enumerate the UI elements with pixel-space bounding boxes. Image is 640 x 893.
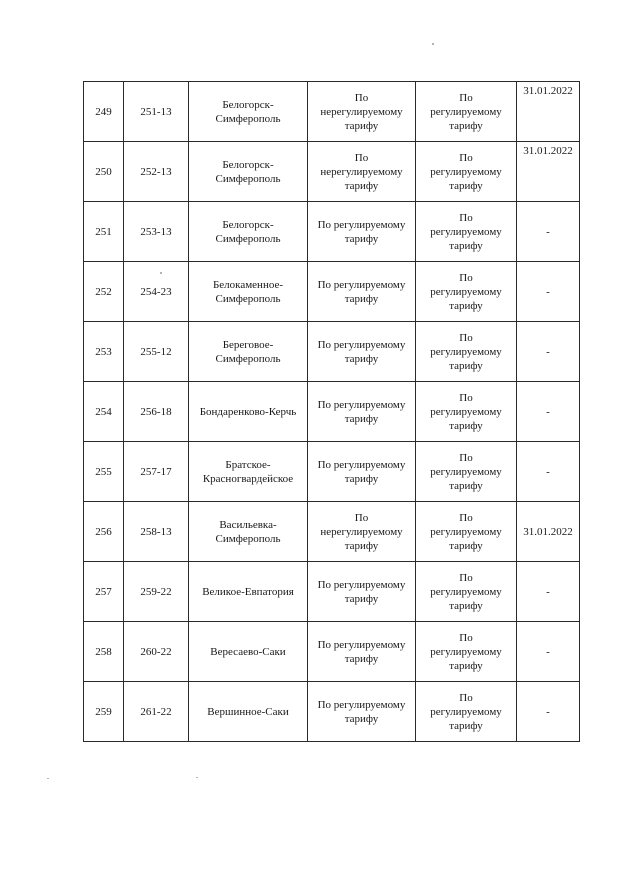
- routes-table-body: [84, 82, 580, 742]
- scan-speck: [47, 778, 49, 779]
- route-name-cell: Вершинное-Саки: [189, 682, 308, 742]
- date-cell: -: [517, 682, 580, 742]
- route-code-cell: 257-17: [124, 442, 189, 502]
- tariff-type-cell: По нерегулируемому тарифу: [308, 502, 416, 562]
- route-name-cell: Васильевка- Симферополь: [189, 502, 308, 562]
- route-code-cell: 251-13: [124, 82, 189, 142]
- tariff-application-cell: По регулируемому тарифу: [416, 142, 517, 202]
- tariff-application-cell: По регулируемому тарифу: [416, 262, 517, 322]
- tariff-type-cell: По регулируемому тарифу: [308, 382, 416, 442]
- route-name-cell: Братское- Красногвардейское: [189, 442, 308, 502]
- route-code-cell: 260-22: [124, 622, 189, 682]
- table-row: [84, 502, 580, 562]
- row-number-cell: 250: [84, 142, 124, 202]
- route-code-cell: 258-13: [124, 502, 189, 562]
- scan-speck: [196, 777, 198, 778]
- tariff-type-cell: По регулируемому тарифу: [308, 262, 416, 322]
- route-code-cell: 255-12: [124, 322, 189, 382]
- route-code-cell: 254-23: [124, 262, 189, 322]
- tariff-application-cell: По регулируемому тарифу: [416, 382, 517, 442]
- row-number-cell: 259: [84, 682, 124, 742]
- date-cell: 31.01.2022: [517, 82, 580, 142]
- tariff-type-cell: По регулируемому тарифу: [308, 202, 416, 262]
- table-row: [84, 322, 580, 382]
- row-number-cell: 257: [84, 562, 124, 622]
- row-number-cell: 255: [84, 442, 124, 502]
- row-number-cell: 249: [84, 82, 124, 142]
- table-row: [84, 622, 580, 682]
- tariff-type-cell: По нерегулируемому тарифу: [308, 142, 416, 202]
- table-row: [84, 82, 580, 142]
- row-number-cell: 253: [84, 322, 124, 382]
- route-name-cell: Белокаменное- Симферополь: [189, 262, 308, 322]
- tariff-application-cell: По регулируемому тарифу: [416, 82, 517, 142]
- date-cell: -: [517, 202, 580, 262]
- date-cell: 31.01.2022: [517, 142, 580, 202]
- date-cell: -: [517, 622, 580, 682]
- route-name-cell: Белогорск- Симферополь: [189, 202, 308, 262]
- tariff-application-cell: По регулируемому тарифу: [416, 682, 517, 742]
- route-code-cell: 253-13: [124, 202, 189, 262]
- scan-speck: [432, 43, 434, 45]
- table-row: [84, 442, 580, 502]
- route-name-cell: Вересаево-Саки: [189, 622, 308, 682]
- tariff-application-cell: По регулируемому тарифу: [416, 202, 517, 262]
- route-name-cell: Белогорск- Симферополь: [189, 82, 308, 142]
- route-code-cell: 252-13: [124, 142, 189, 202]
- route-name-cell: Великое-Евпатория: [189, 562, 308, 622]
- tariff-type-cell: По регулируемому тарифу: [308, 442, 416, 502]
- date-cell: -: [517, 442, 580, 502]
- table-row: [84, 562, 580, 622]
- date-cell: -: [517, 382, 580, 442]
- tariff-type-cell: По регулируемому тарифу: [308, 682, 416, 742]
- tariff-type-cell: По регулируемому тарифу: [308, 622, 416, 682]
- row-number-cell: 252: [84, 262, 124, 322]
- routes-table: [83, 81, 580, 742]
- route-code-cell: 256-18: [124, 382, 189, 442]
- route-name-cell: Белогорск- Симферополь: [189, 142, 308, 202]
- table-row: [84, 382, 580, 442]
- table-row: [84, 142, 580, 202]
- tariff-type-cell: По нерегулируемому тарифу: [308, 82, 416, 142]
- row-number-cell: 258: [84, 622, 124, 682]
- table-row: [84, 262, 580, 322]
- row-number-cell: 251: [84, 202, 124, 262]
- table-row: [84, 682, 580, 742]
- route-code-cell: 261-22: [124, 682, 189, 742]
- date-cell: -: [517, 562, 580, 622]
- tariff-application-cell: По регулируемому тарифу: [416, 562, 517, 622]
- date-cell: -: [517, 262, 580, 322]
- tariff-application-cell: По регулируемому тарифу: [416, 442, 517, 502]
- row-number-cell: 256: [84, 502, 124, 562]
- route-name-cell: Береговое- Симферополь: [189, 322, 308, 382]
- row-number-cell: 254: [84, 382, 124, 442]
- tariff-type-cell: По регулируемому тарифу: [308, 322, 416, 382]
- tariff-application-cell: По регулируемому тарифу: [416, 322, 517, 382]
- table-row: [84, 202, 580, 262]
- route-code-cell: 259-22: [124, 562, 189, 622]
- date-cell: 31.01.2022: [517, 502, 580, 562]
- tariff-application-cell: По регулируемому тарифу: [416, 622, 517, 682]
- date-cell: -: [517, 322, 580, 382]
- tariff-application-cell: По регулируемому тарифу: [416, 502, 517, 562]
- route-name-cell: Бондаренково-Керчь: [189, 382, 308, 442]
- tariff-type-cell: По регулируемому тарифу: [308, 562, 416, 622]
